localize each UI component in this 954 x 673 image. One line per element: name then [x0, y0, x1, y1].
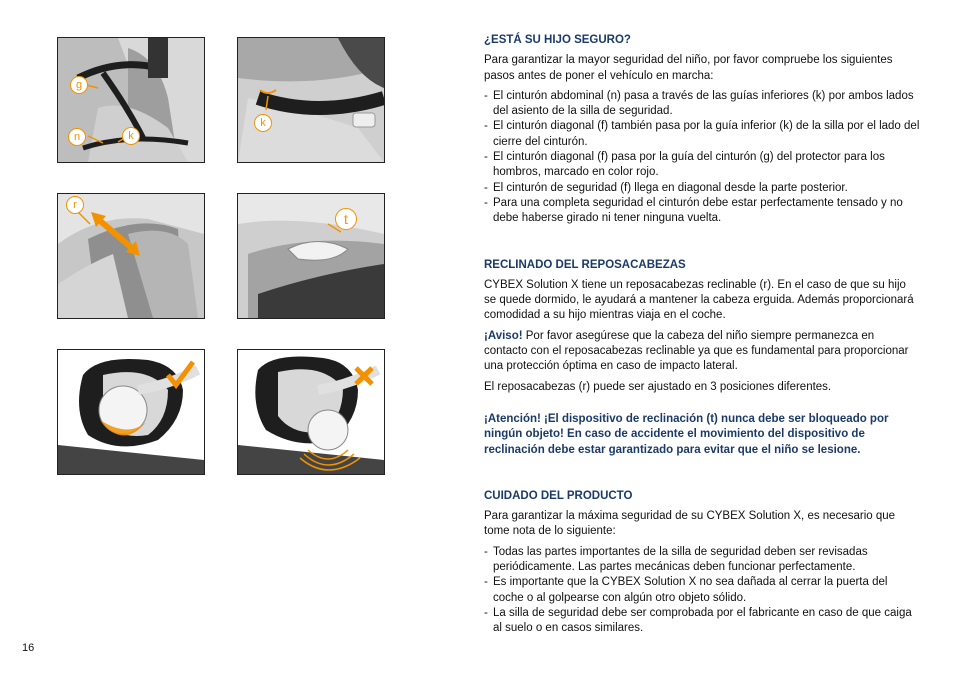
list-item: - Todas las partes importantes de la silla de seguridad deben ser revisadas periódicamente. Las partes mecánicas deben funcionar perfectamente.: [484, 545, 920, 576]
callout-k: k: [254, 114, 272, 132]
callout-t: t: [335, 208, 357, 230]
figure-recline-device: [237, 193, 385, 319]
warning-text: Por favor asegúrese que la cabeza del niño siempre permanezca en contacto con el reposacabezas reclinable ya que es fundamental para proporcionar una protección óptima en caso de impacto lateral.: [484, 329, 909, 373]
list-item: - El cinturón diagonal (f) pasa por la guía del cinturón (g) del protector para los hombros, marcado en color rojo.: [484, 150, 920, 181]
list-item: - Es importante que la CYBEX Solution X no sea dañada al cerrar la puerta del coche o al golpearse con algún otro objeto sólido.: [484, 575, 920, 606]
safety-checklist: [484, 89, 920, 227]
list-item: - El cinturón diagonal (f) también pasa por la guía inferior (k) de la silla por el lado del cierre del cinturón.: [484, 119, 920, 150]
callout-n: n: [68, 128, 86, 146]
belt-guide-illustration: [238, 38, 384, 162]
callout-k: k: [122, 127, 140, 145]
heading-safety: ¿ESTÁ SU HIJO SEGURO?: [484, 34, 631, 46]
recline-illustration: [238, 194, 384, 318]
list-item: - El cinturón abdominal (n) pasa a través de las guías inferiores (k) por ambos lados del asiento de la silla de seguridad.: [484, 89, 920, 120]
figure-correct-position: [57, 349, 205, 475]
headrest-positions: El reposacabezas (r) puede ser ajustado en 3 posiciones diferentes.: [484, 380, 832, 393]
heading-headrest: RECLINADO DEL REPOSACABEZAS: [484, 258, 686, 271]
figure-wrong-position: [237, 349, 385, 475]
figure-belt-routing: [57, 37, 205, 163]
callout-g: g: [70, 76, 88, 94]
warning-label: ¡Aviso!: [484, 329, 523, 342]
page-number: 16: [22, 642, 35, 654]
text-column: [484, 33, 920, 637]
wrong-position-illustration: [238, 350, 384, 474]
figure-headrest: [57, 193, 205, 319]
care-intro: Para garantizar la máxima seguridad de su CYBEX Solution X, es necesario que tome nota de lo siguiente:: [484, 510, 896, 538]
callout-r: r: [66, 196, 84, 214]
list-item: - Para una completa seguridad el cinturón debe estar perfectamente tensado y no debe haberse girado ni tener ninguna vuelta.: [484, 196, 920, 227]
figure-belt-guide: [237, 37, 385, 163]
headrest-body: CYBEX Solution X tiene un reposacabezas reclinable (r). En el caso de que su hijo se quede dormido, le ayudará a mantener la cabeza erguida. Además proporcionará comodidad a su hijo mientras viaja en el coche.: [484, 278, 914, 322]
heading-care: CUIDADO DEL PRODUCTO: [484, 489, 633, 502]
headrest-warning: [484, 329, 920, 375]
care-list: [484, 545, 920, 637]
headrest-illustration: [58, 194, 204, 318]
attention-note: ¡Atención! ¡El dispositivo de reclinación (t) nunca debe ser bloqueado por ningún objeto! En caso de accidente el movimiento del dispositivo de reclinación debe estar garantizado para evitar que el niño se lesione.: [484, 412, 889, 456]
list-item: - El cinturón de seguridad (f) llega en diagonal desde la parte posterior.: [484, 181, 920, 196]
correct-position-illustration: [58, 350, 204, 474]
list-item: - La silla de seguridad debe ser comprobada por el fabricante en caso de que caiga al suelo o en casos similares.: [484, 606, 920, 637]
safety-intro: Para garantizar la mayor seguridad del niño, por favor compruebe los siguientes pasos antes de poner el vehículo en marcha:: [484, 54, 893, 82]
